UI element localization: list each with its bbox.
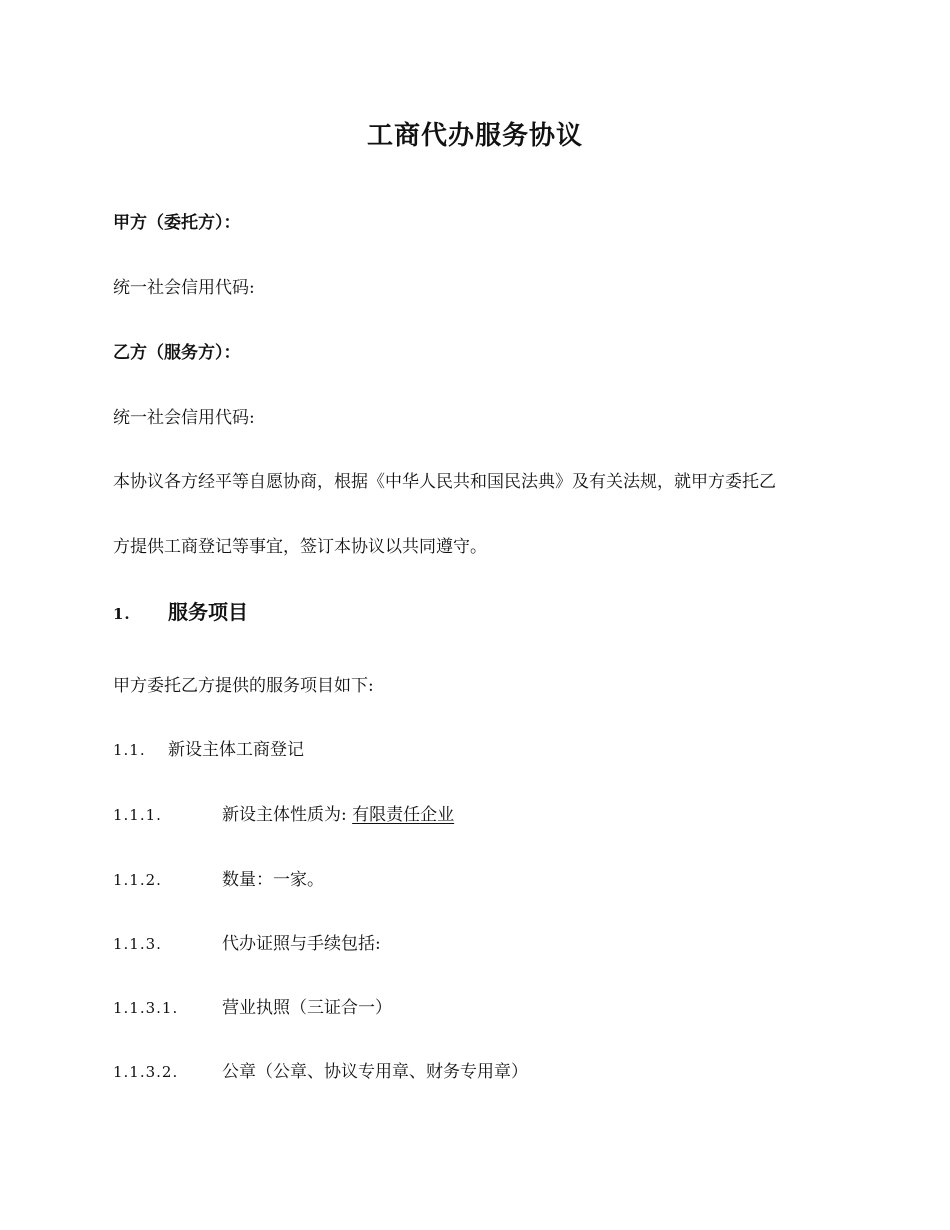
item-text: 数量：一家。 (222, 870, 324, 890)
intro-paragraph-line-1: 本协议各方经平等自愿协商，根据《中华人民共和国民法典》及有关法规，就甲方委托乙 (113, 472, 776, 492)
item-number: 1.1.3. (113, 935, 162, 953)
item-number: 1.1.1. (113, 806, 162, 824)
list-item (113, 932, 381, 956)
list-item (113, 868, 324, 892)
item-number: 1.1.3.2. (113, 1063, 179, 1081)
party-b-credit-code: 统一社会信用代码: (113, 408, 255, 428)
list-item (113, 996, 392, 1020)
list-item (113, 803, 454, 827)
list-item (113, 738, 304, 762)
party-b-label: 乙方（服务方）： (113, 343, 241, 363)
section-1-intro: 甲方委托乙方提供的服务项目如下: (113, 676, 374, 696)
party-a-credit-code: 统一社会信用代码: (113, 278, 255, 298)
item-number: 1.1. (113, 741, 146, 759)
section-1-title: 服务项目 (168, 600, 248, 624)
list-item (113, 1060, 528, 1084)
item-text: 新设主体工商登记 (168, 740, 304, 760)
document-title: 工商代办服务协议 (366, 121, 583, 151)
item-number: 1.1.3.1. (113, 999, 179, 1017)
section-1-heading (113, 600, 248, 626)
item-text: 公章（公章、协议专用章、财务专用章） (222, 1062, 528, 1082)
intro-paragraph-line-2: 方提供工商登记等事宜，签订本协议以共同遵守。 (113, 537, 487, 557)
item-number: 1.1.2. (113, 871, 162, 889)
party-a-label: 甲方（委托方）： (113, 213, 241, 233)
section-1-number: 1. (113, 605, 131, 623)
item-text: 新设主体性质为: (222, 805, 347, 825)
item-text: 营业执照（三证合一） (222, 998, 392, 1018)
item-text: 代办证照与手续包括: (222, 934, 381, 954)
entity-type-value: 有限责任企业 (352, 805, 455, 825)
